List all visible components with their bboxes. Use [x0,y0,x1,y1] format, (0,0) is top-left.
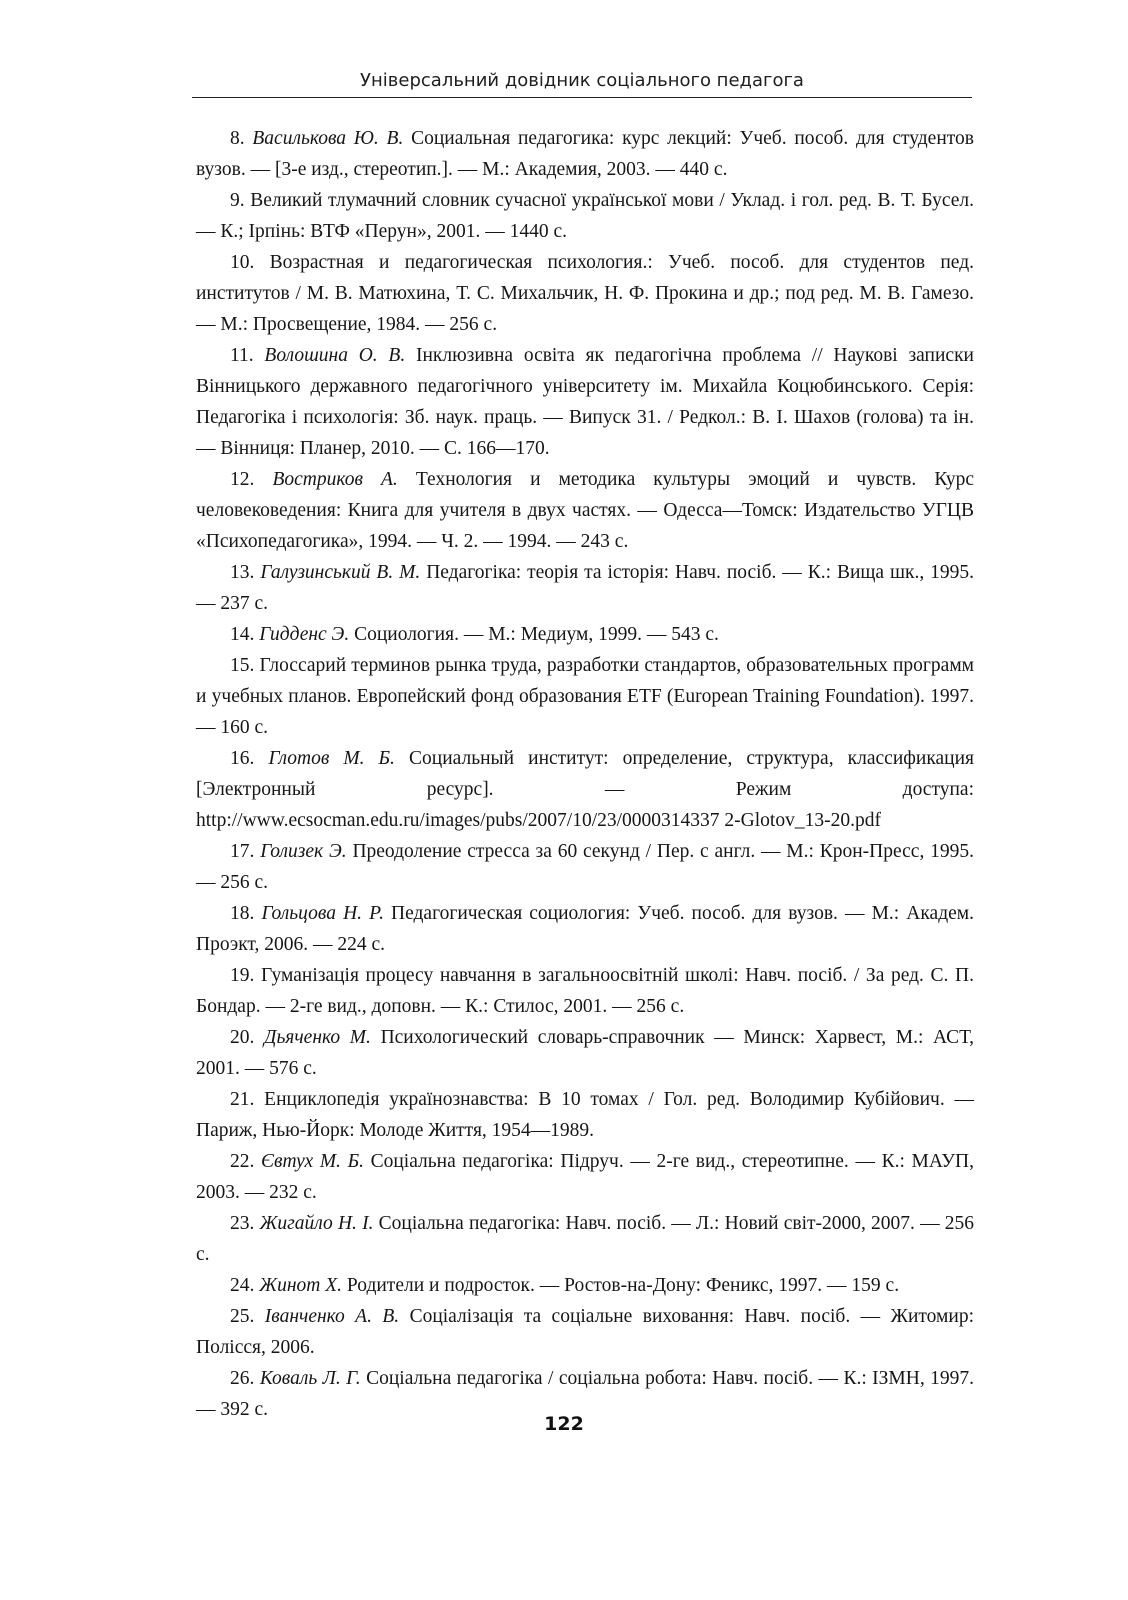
reference-item [196,619,974,650]
header-rule [192,97,972,98]
reference-number: 26. [230,1368,255,1389]
reference-text: Возрастная и педагогическая психология.: Учеб. пособ. для студентов пед. институтов / М. В. Матюхина, Т. С. Михальчик, Н. Ф. Прокина и др.; под ред. М. В. Гамезо. — М.: Просвещение, 1984. — 256 с. [196,252,974,335]
reference-text: Педагогическая социология: Учеб. пособ. для вузов. — М.: Академ. Проэкт, 2006. — 224 с. [196,903,974,955]
reference-number: 15. [230,655,255,676]
reference-author: Глотов М. Б. [268,748,395,769]
reference-text: Соціальна педагогіка: Навч. посіб. — Л.: Новий світ-2000, 2007. — 256 с. [196,1213,975,1265]
reference-text: Психологический словарь-справочник — Минск: Харвест, М.: АСТ, 2001. — 576 с. [196,1027,974,1079]
reference-author: Галузинський В. М. [260,562,421,583]
reference-text: Преодоление стресса за 60 секунд / Пер. с англ. — М.: Крон-Пресс, 1995. — 256 с. [196,841,975,893]
reference-item [196,743,974,836]
reference-author: Востриков А. [272,469,398,490]
reference-author: Волошина О. В. [264,345,406,366]
reference-text: Глоссарий терминов рынка труда, разработки стандартов, образовательных программ и учебных планов. Европейский фонд образования ETF (European Training Foundation). 1997. — 160 с. [196,655,974,738]
reference-item [196,960,974,1022]
reference-number: 12. [230,469,255,490]
reference-number: 9. [230,190,245,211]
reference-number: 13. [230,562,255,583]
reference-number: 16. [230,748,255,769]
reference-text: Родители и подросток. — Ростов-на-Дону: Феникс, 1997. — 159 с. [346,1275,900,1296]
reference-text: Інклюзивна освіта як педагогічна проблема // Наукові записки Вінницького державного педагогічного університету ім. Михайла Коцюбинського. Серія: Педагогіка і психологія: Зб. наук. праць. — Випуск 31. / Редкол.: В. І. Шахов (голова) та ін. — Вінниця: Планер, 2010. — С. 166—170. [196,345,974,459]
reference-text: Гуманізація процесу навчання в загальноосвітній школі: Навч. посіб. / За ред. С. П. Бондар. — 2-ге вид., доповн. — К.: Стилос, 2001. — 256 с. [196,965,974,1017]
reference-item [196,247,974,340]
reference-number: 11. [230,345,254,366]
reference-text: Соціальна педагогіка: Підруч. — 2-ге вид., стереотипне. — К.: МАУП, 2003. — 232 с. [196,1151,974,1203]
reference-author: Гидденс Э. [259,624,350,645]
reference-author: Дьяченко М. [264,1027,371,1048]
reference-text: Соціальна педагогіка / соціальна робота: Навч. посіб. — К.: ІЗМН, 1997. — 392 с. [196,1368,975,1420]
reference-author: Жинот Х. [259,1275,343,1296]
reference-item [196,1022,974,1084]
reference-list [196,123,974,1425]
reference-number: 17. [230,841,255,862]
reference-item [196,898,974,960]
reference-author: Євтух М. Б. [261,1151,364,1172]
reference-number: 24. [230,1275,255,1296]
reference-item [196,836,974,898]
reference-author: Голизек Э. [260,841,347,862]
reference-item [196,185,974,247]
reference-text: Соціалізація та соціальне виховання: Навч. посіб. — Житомир: Полісся, 2006. [196,1306,974,1358]
reference-text: Енциклопедія українознавства: В 10 томах / Гол. ред. Володимир Кубійович. — Париж, Нью-Йорк: Молоде Життя, 1954—1989. [196,1089,974,1141]
reference-item [196,1301,974,1363]
reference-text: Социальная педагогика: курс лекций: Учеб. пособ. для студентов вузов. — [3-е изд., стереотип.]. — М.: Академия, 2003. — 440 с. [196,128,974,180]
reference-number: 18. [230,903,255,924]
reference-number: 19. [230,965,255,986]
reference-item [196,650,974,743]
reference-number: 22. [230,1151,255,1172]
reference-item [196,1270,974,1301]
reference-item [196,1208,974,1270]
reference-item [196,557,974,619]
reference-item [196,1146,974,1208]
page-number: 122 [544,1413,584,1435]
reference-text: Социальный институт: определение, структура, классификация [Электронный ресурс]. — Режим доступа: http://www.ecsocman.edu.ru/images/pubs/2007/10/23/0000314337 2-Glotov_13-20.pdf [196,748,975,831]
reference-item [196,464,974,557]
reference-number: 23. [230,1213,255,1234]
reference-author: Коваль Л. Г. [259,1368,361,1389]
reference-item [196,123,974,185]
reference-number: 25. [230,1306,255,1327]
reference-author: Іванченко А. В. [264,1306,400,1327]
reference-number: 14. [230,624,255,645]
reference-text: Педагогіка: теорія та історія: Навч. посіб. — К.: Вища шк., 1995. — 237 с. [196,562,975,614]
reference-author: Жигайло Н. І. [259,1213,374,1234]
reference-number: 8. [230,128,245,149]
reference-text: Технология и методика культуры эмоций и чувств. Курс человековедения: Книга для учителя в двух частях. — Одесса—Томск: Издательство УГЦВ «Психопедагогика», 1994. — Ч. 2. — 1994. — 243 с. [196,469,975,552]
reference-item [196,340,974,464]
reference-author: Василькова Ю. В. [252,128,404,149]
reference-author: Гольцова Н. Р. [261,903,384,924]
reference-text: Великий тлумачний словник сучасної української мови / Уклад. і гол. ред. В. Т. Бусел. — К.; Ірпінь: ВТФ «Перун», 2001. — 1440 с. [196,190,974,242]
reference-number: 20. [230,1027,255,1048]
reference-number: 21. [230,1089,255,1110]
reference-number: 10. [230,252,255,273]
reference-text: Социология. — М.: Медиум, 1999. — 543 с. [354,624,719,645]
running-head: Універсальний довідник соціального педагога [360,70,804,91]
reference-item [196,1084,974,1146]
